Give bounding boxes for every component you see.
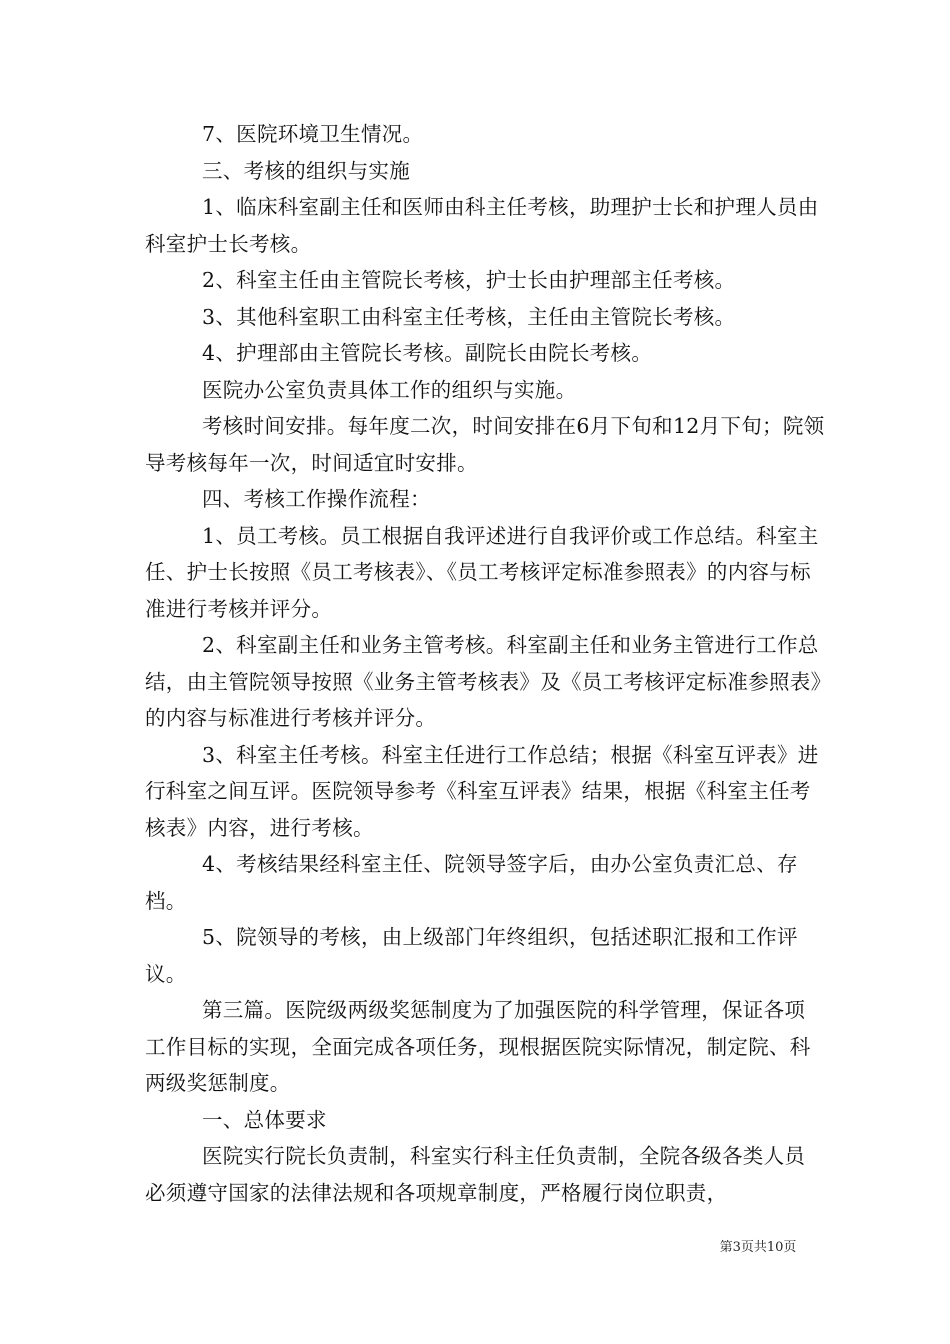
paragraph-nursing-department-assessment: 4、护理部由主管院长考核。副院长由院长考核。 bbox=[202, 341, 653, 365]
paragraph-leadership-assessment: 5、院领导的考核，由上级部门年终组织，包括述职汇报和工作评议。 bbox=[145, 925, 798, 986]
page-number: 第3页共10页 bbox=[719, 1240, 797, 1255]
paragraph-result-archiving: 4、考核结果经科室主任、院领导签字后，由办公室负责汇总、存档。 bbox=[145, 852, 798, 913]
paragraph-responsibility-system: 医院实行院长负责制，科室实行科主任负责制，全院各级各类人员必须遵守国家的法律法规和各项规章制度，严格履行岗位职责， bbox=[145, 1144, 806, 1205]
paragraph-employee-assessment: 1、员工考核。员工根据自我评述进行自我评价或工作总结。科室主任、护士长按照《员工考核表》、《员工考核评定标准参照表》的内容与标准进行考核并评分。 bbox=[145, 523, 819, 621]
paragraph-office-responsibility: 医院办公室负责具体工作的组织与实施。 bbox=[202, 377, 577, 402]
paragraph-other-staff-assessment: 3、其他科室职工由科室主任考核，主任由主管院长考核。 bbox=[202, 304, 736, 329]
paragraph-deputy-director-assessment: 2、科室副主任和业务主管考核。科室副主任和业务主管进行工作总结，由主管院领导按照《业务主管考核表》及《员工考核评定标准参照表》的内容与标准进行考核并评分。 bbox=[145, 633, 822, 730]
paragraph-third-section-intro: 第三篇。医院级两级奖惩制度为了加强医院的科学管理，保证各项工作目标的实现，全面完成各项任务，现根据医院实际情况，制定院、科两级奖惩制度。 bbox=[145, 998, 811, 1095]
paragraph-environment-hygiene: 7、医院环境卫生情况。 bbox=[202, 122, 424, 146]
paragraph-director-assessment: 2、科室主任由主管院长考核，护士长由护理部主任考核。 bbox=[202, 268, 736, 292]
paragraph-assessment-schedule: 考核时间安排。每年度二次，时间安排在6月下旬和12月下旬；院领导考核每年一次，时间适宜时安排。 bbox=[145, 414, 825, 475]
paragraph-clinical-staff-assessment: 1、临床科室副主任和医师由科主任考核，助理护士长和护理人员由科室护士长考核。 bbox=[145, 195, 819, 256]
document-body bbox=[145, 116, 825, 1211]
heading-general-requirements: 一、总体要求 bbox=[202, 1107, 327, 1132]
heading-organization-implementation: 三、考核的组织与实施 bbox=[202, 158, 410, 183]
heading-workflow: 四、考核工作操作流程： bbox=[202, 487, 431, 511]
paragraph-department-director-assessment: 3、科室主任考核。科室主任进行工作总结；根据《科室互评表》进行科室之间互评。医院领导参考《科室互评表》结果，根据《科室主任考核表》内容，进行考核。 bbox=[145, 742, 819, 840]
page-footer bbox=[0, 1240, 950, 1256]
